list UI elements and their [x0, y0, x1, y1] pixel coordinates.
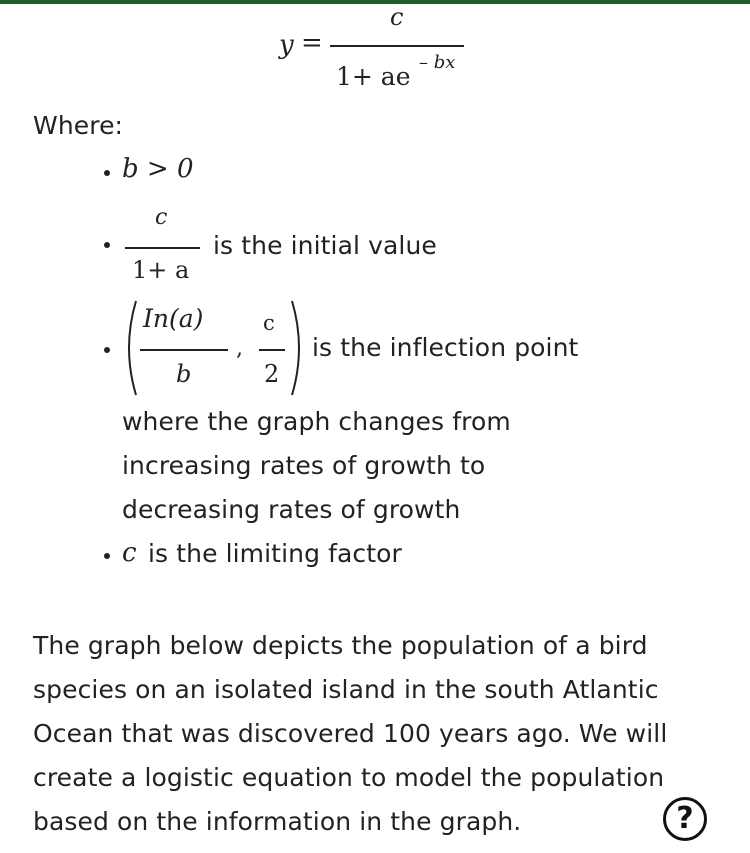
inflection-continuation-line: where the graph changes from [122, 407, 511, 436]
inflection-x-numerator: In(a) [143, 304, 204, 333]
formula-numerator: c [390, 3, 404, 31]
formula-fraction-bar [330, 45, 464, 47]
bullet-dot [104, 347, 110, 353]
paragraph-line: Ocean that was discovered 100 years ago. We will [33, 719, 668, 748]
inflection-comma: , [236, 336, 243, 361]
help-button[interactable] [663, 797, 707, 841]
inflection-continuation-line: increasing rates of growth to [122, 451, 486, 480]
bullet-dot [104, 553, 110, 559]
right-paren [286, 298, 310, 398]
limiting-var: c [122, 538, 137, 568]
left-paren [118, 298, 142, 398]
b-condition: b > 0 [122, 154, 194, 184]
header-accent-bar [0, 0, 750, 4]
inflection-text: is the inflection point [312, 333, 579, 362]
inflection-x-denominator: b [176, 360, 192, 388]
initial-value-fraction-bar [125, 247, 200, 249]
inflection-y-denominator: 2 [264, 360, 280, 388]
initial-value-numerator: c [155, 205, 168, 230]
initial-value-text: is the initial value [213, 231, 437, 260]
paragraph-line: species on an isolated island in the south Atlantic [33, 675, 659, 704]
paragraph-line: based on the information in the graph. [33, 807, 522, 836]
inflection-x-fraction-bar [140, 349, 228, 351]
formula-equals: = [301, 28, 323, 58]
paragraph-line: create a logistic equation to model the population [33, 763, 665, 792]
formula-exponent: – bx [419, 52, 456, 73]
inflection-y-numerator: c [263, 311, 275, 335]
bullet-dot [104, 170, 110, 176]
limiting-text: is the limiting factor [148, 539, 402, 568]
bullet-dot [104, 242, 110, 248]
formula-denominator: 1+ ae [336, 62, 411, 91]
where-label: Where: [33, 111, 124, 140]
inflection-continuation-line: decreasing rates of growth [122, 495, 461, 524]
initial-value-denominator: 1+ a [132, 256, 190, 284]
paragraph-line: The graph below depicts the population of a bird [33, 631, 648, 660]
inflection-y-fraction-bar [259, 349, 285, 351]
question-circle-icon: ? [676, 801, 694, 836]
formula-lhs: y [279, 30, 294, 60]
